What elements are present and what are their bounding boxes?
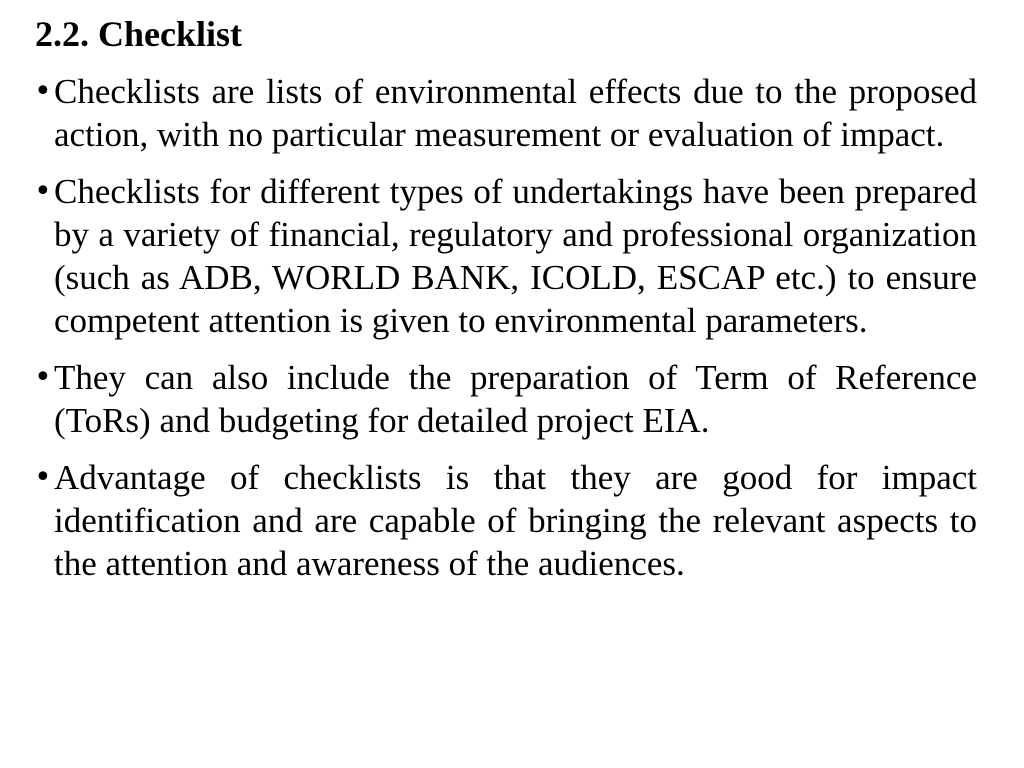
bullet-text: Checklists for different types of undertakings have been prepared by a variety of financial, regulatory and professional organization (such as ADB, WORLD BANK, ICOLD, ESCAP etc.) to ensure competent attention is given to environmental parameters. [54, 172, 977, 340]
bullet-text: Advantage of checklists is that they are good for impact identification and are capable of bringing the relevant aspects to the attention and awareness of the audiences. [54, 458, 977, 583]
bullet-text: They can also include the preparation of Term of Reference (ToRs) and budgeting for detailed project EIA. [54, 358, 977, 440]
bullet-icon: • [34, 460, 52, 495]
bullet-icon: • [34, 74, 52, 109]
slide-title: 2.2. Checklist [35, 14, 242, 54]
bullet-text: Checklists are lists of environmental effects due to the proposed action, with no particular measurement or evaluation of impact. [54, 72, 977, 154]
list-item [34, 70, 977, 156]
list-item [34, 170, 977, 342]
bullet-icon: • [34, 360, 52, 395]
list-item [34, 456, 977, 585]
bullet-list [34, 70, 977, 599]
bullet-icon: • [34, 174, 52, 209]
list-item [34, 356, 977, 442]
